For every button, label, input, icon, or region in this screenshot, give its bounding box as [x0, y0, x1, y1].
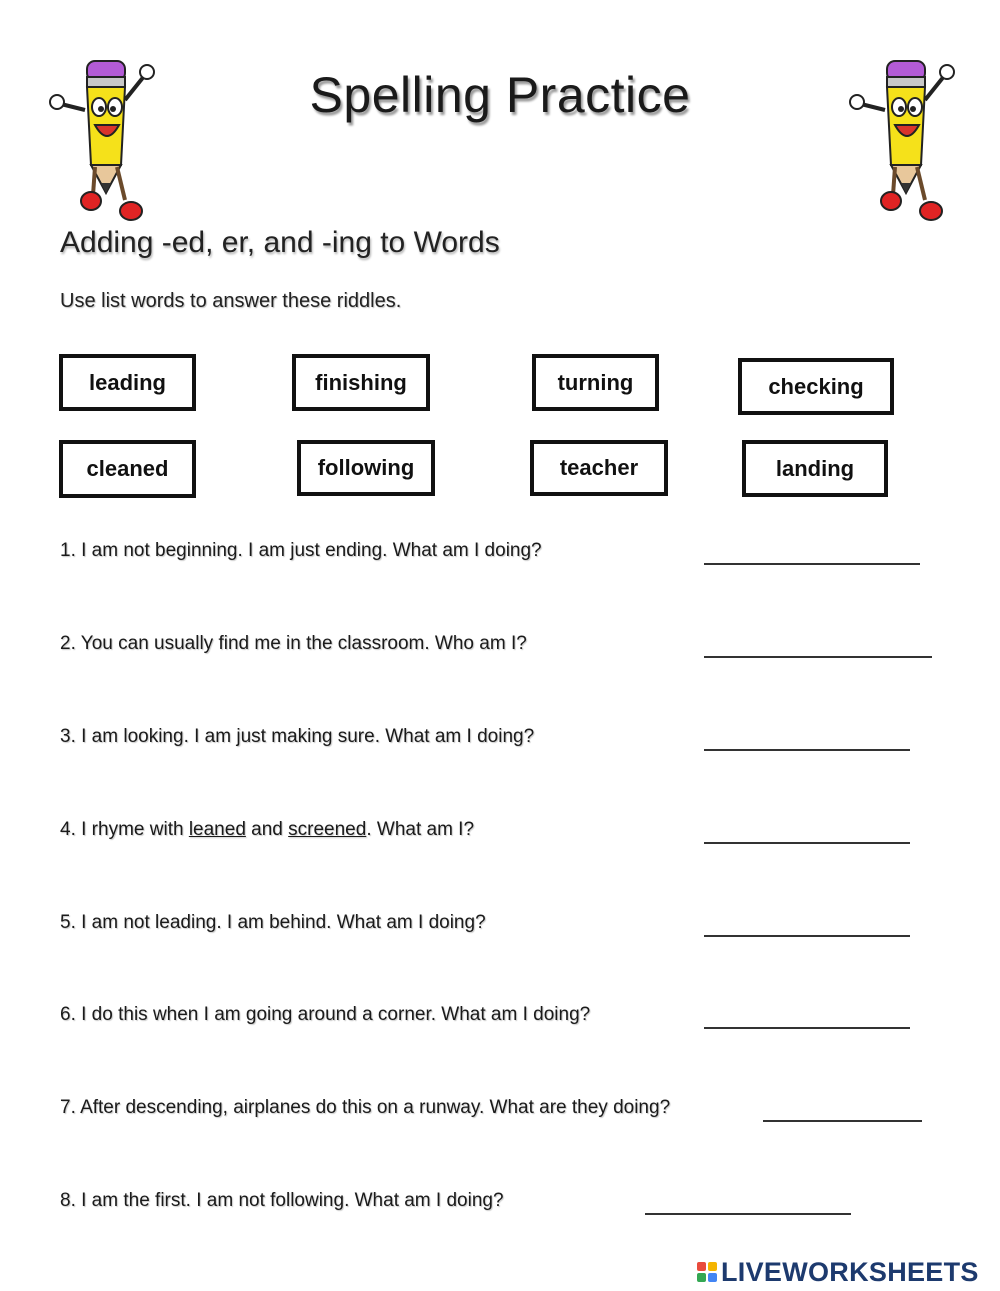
- word-bank-item: turning: [532, 354, 659, 411]
- question-4: [60, 819, 474, 841]
- word-bank-item: checking: [738, 358, 894, 415]
- section-subtitle: Adding -ed, er, and -ing to Words: [60, 226, 500, 259]
- word-bank-item: landing: [742, 440, 888, 497]
- answer-line-7[interactable]: [763, 1120, 922, 1122]
- underlined-word: leaned: [188, 819, 246, 840]
- answer-line-2[interactable]: [704, 656, 932, 658]
- question-1: 1. I am not beginning. I am just ending. What am I doing?: [60, 540, 542, 561]
- question-4-text: 4. I rhyme with: [60, 819, 189, 840]
- underlined-word: screened: [288, 819, 367, 840]
- answer-line-1[interactable]: [704, 563, 920, 565]
- word-bank-item: cleaned: [59, 440, 196, 498]
- liveworksheets-logo: [697, 1255, 979, 1289]
- logo-grid-icon: [697, 1262, 717, 1282]
- question-4-text: and: [245, 819, 289, 840]
- question-7: 7. After descending, airplanes do this on a runway. What are they doing?: [60, 1097, 671, 1118]
- logo-text: LIVEWORKSHEETS: [721, 1256, 979, 1287]
- pencil-mascot-icon: [45, 55, 165, 225]
- answer-line-8[interactable]: [645, 1213, 851, 1215]
- answer-line-6[interactable]: [704, 1027, 910, 1029]
- word-bank-item: teacher: [530, 440, 668, 496]
- instructions-text: Use list words to answer these riddles.: [60, 290, 402, 312]
- word-bank-item: finishing: [292, 354, 430, 411]
- question-6: 6. I do this when I am going around a corner. What am I doing?: [60, 1004, 591, 1025]
- word-bank-item: leading: [59, 354, 196, 411]
- question-2: 2. You can usually find me in the classroom. Who am I?: [60, 633, 527, 654]
- pencil-mascot-icon: [845, 55, 965, 225]
- question-3: 3. I am looking. I am just making sure. What am I doing?: [60, 726, 535, 747]
- question-5: 5. I am not leading. I am behind. What am I doing?: [60, 912, 486, 933]
- answer-line-4[interactable]: [704, 842, 910, 844]
- answer-line-5[interactable]: [704, 935, 910, 937]
- word-bank-item: following: [297, 440, 435, 496]
- page-title: Spelling Practice: [309, 67, 691, 123]
- question-8: 8. I am the first. I am not following. What am I doing?: [60, 1190, 504, 1211]
- question-4-text: . What am I?: [366, 819, 475, 840]
- answer-line-3[interactable]: [704, 749, 910, 751]
